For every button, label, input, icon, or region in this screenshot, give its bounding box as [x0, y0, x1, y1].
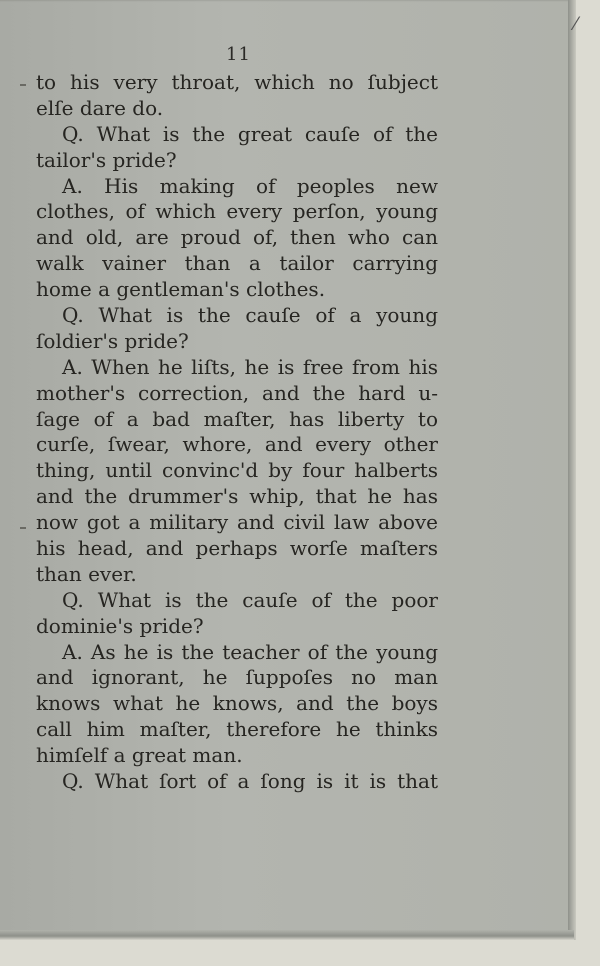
- text-line: and the drummer's whip, that he has: [36, 484, 438, 509]
- margin-mark: ⁄: [574, 14, 578, 35]
- text-line: walk vainer than a tailor carrying: [36, 251, 438, 276]
- text-body: [36, 70, 438, 795]
- page-bottom-edge: [0, 930, 574, 940]
- text-line: now got a military and civil law above: [36, 510, 438, 535]
- text-line: ſoldier's pride?: [36, 328, 189, 353]
- text-line: ſage of a bad maſter, has liberty to: [36, 406, 438, 431]
- text-line: A. His making of peoples new: [62, 173, 438, 198]
- text-line: home a gentleman's clothes.: [36, 277, 326, 302]
- page-number: 11: [226, 44, 251, 65]
- text-line: elſe dare do.: [36, 95, 164, 120]
- text-line: Q. What is the great cauſe of the: [62, 121, 438, 146]
- margin-tick: [20, 84, 26, 86]
- text-line: dominie's pride?: [36, 613, 204, 638]
- text-line: to his very throat, which no ſubject: [36, 70, 438, 94]
- page-right-edge: [568, 0, 576, 940]
- text-line: tailor's pride?: [36, 147, 177, 172]
- text-line: A. As he is the teacher of the young: [62, 639, 438, 664]
- text-line: and ignorant, he ſuppoſes no man: [36, 665, 438, 690]
- text-line: Q. What is the cauſe of a young: [62, 303, 438, 328]
- text-line: curſe, ſwear, whore, and every other: [36, 432, 438, 457]
- text-line: Q. What is the cauſe of the poor: [62, 587, 438, 612]
- text-line: mother's correction, and the hard u-: [36, 380, 438, 405]
- text-line: A. When he liſts, he is free from his: [62, 354, 438, 379]
- margin-tick: [20, 527, 26, 529]
- text-line: Q. What ſort of a ſong is it is that: [62, 769, 438, 794]
- text-line: thing, until convinc'd by four halberts: [36, 458, 438, 483]
- text-line: himſelf a great man.: [36, 743, 243, 768]
- text-line: his head, and perhaps worſe maſters: [36, 536, 438, 561]
- text-line: than ever.: [36, 561, 137, 586]
- text-line: and old, are proud of, then who can: [36, 225, 438, 250]
- text-line: call him maſter, therefore he thinks: [36, 717, 438, 742]
- text-line: clothes, of which every perſon, young: [36, 199, 438, 224]
- text-line: knows what he knows, and the boys: [36, 691, 438, 716]
